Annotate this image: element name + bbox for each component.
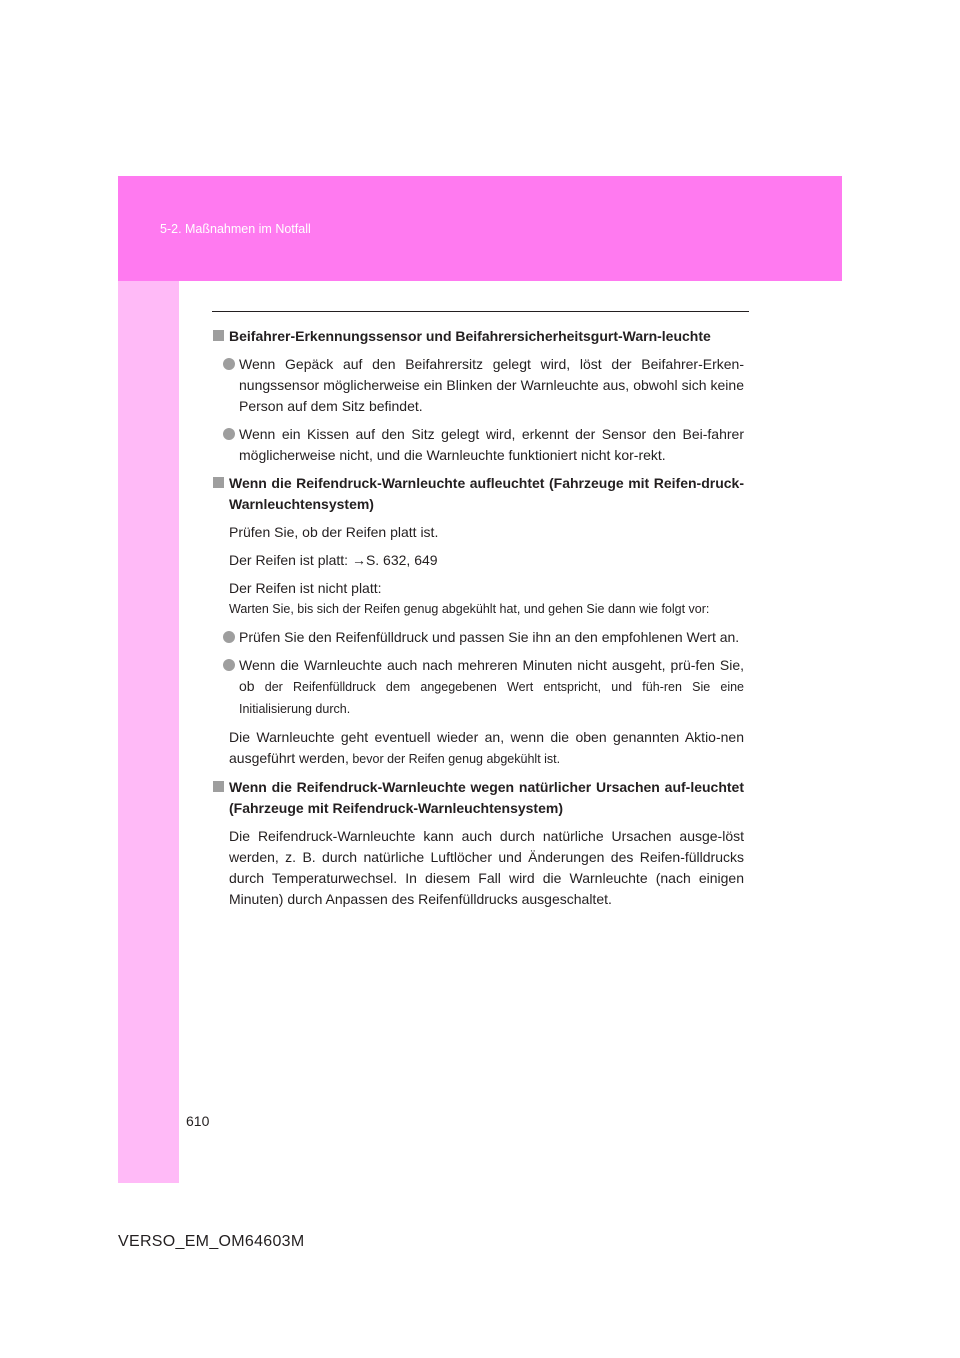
paragraph	[213, 727, 744, 770]
paragraph: Die Reifendruck-Warnleuchte kann auch durch natürliche Ursachen ausge-löst werden, z. B. durch natürliche Luftlöcher und Änderungen des Reifen-fülldrucks durch Temperaturwechsel. In diesem Fall wird die Warnleuchte (nach einigen Minuten) durch Anpassen des Reifenfülldrucks ausgeschaltet.	[229, 828, 744, 907]
paragraph: Der Reifen ist platt: →S. 632, 649	[229, 552, 438, 568]
bullet-text: Wenn ein Kissen auf den Sitz gelegt wird, erkennt der Sensor den Bei-fahrer möglicherweise nicht, und die Warnleuchte funktioniert nicht kor-rekt.	[239, 426, 744, 463]
bullet-text: Wenn Gepäck auf den Beifahrersitz gelegt wird, löst der Beifahrer-Erken-nungssensor möglicherweise ein Blinken der Warnleuchte aus, obwohl sich keine Person auf dem Sitz befindet.	[239, 356, 744, 414]
heading-text: Wenn die Reifendruck-Warnleuchte aufleuchtet (Fahrzeuge mit Reifen-druck-Warnleuchtensystem)	[229, 475, 744, 512]
heading-text: Wenn die Reifendruck-Warnleuchte wegen natürlicher Ursachen auf-leuchtet (Fahrzeuge mit Reifendruck-Warnleuchtensystem)	[229, 779, 744, 816]
document-code: VERSO_EM_OM64603M	[118, 1233, 305, 1250]
bullet-text-small: der Reifenfülldruck dem angegebenen Wert entspricht, und füh-ren Sie eine Initialisierung durch.	[239, 680, 744, 716]
circle-bullet-icon	[223, 428, 235, 440]
side-margin-band	[118, 281, 179, 1183]
heading-text: Beifahrer-Erkennungssensor und Beifahrersicherheitsgurt-Warn-leuchte	[229, 328, 711, 344]
bullet-item	[213, 655, 744, 720]
bullet-item	[213, 424, 744, 466]
paragraph-text: Die Warnleuchte geht eventuell wieder an, wenn die oben genannten Aktio-nen ausgeführt werden,	[229, 729, 744, 766]
paragraph: Der Reifen ist nicht platt:	[229, 580, 382, 596]
square-bullet-icon	[213, 781, 224, 792]
bullet-item	[213, 354, 744, 417]
section-heading	[213, 777, 744, 819]
page-content	[213, 326, 744, 917]
square-bullet-icon	[213, 330, 224, 341]
section-title: 5-2. Maßnahmen im Notfall	[160, 222, 311, 236]
square-bullet-icon	[213, 477, 224, 488]
section-heading	[213, 473, 744, 515]
paragraph: Prüfen Sie, ob der Reifen platt ist.	[229, 524, 439, 540]
circle-bullet-icon	[223, 358, 235, 370]
circle-bullet-icon	[223, 659, 235, 671]
page-number: 610	[186, 1113, 210, 1129]
paragraph-small: Warten Sie, bis sich der Reifen genug abgekühlt hat, und gehen Sie dann wie folgt vor:	[229, 602, 710, 616]
bullet-text: Wenn die Warnleuchte auch nach mehreren Minuten nicht ausgeht, prü-fen Sie, ob	[239, 657, 744, 694]
bullet-text: Prüfen Sie den Reifenfülldruck und passen Sie ihn an den empfohlenen Wert an.	[239, 629, 740, 645]
section-heading	[213, 326, 744, 347]
top-divider	[212, 311, 749, 312]
circle-bullet-icon	[223, 631, 235, 643]
bullet-item	[213, 627, 744, 648]
paragraph-text-small: bevor der Reifen genug abgekühlt ist.	[348, 752, 561, 766]
